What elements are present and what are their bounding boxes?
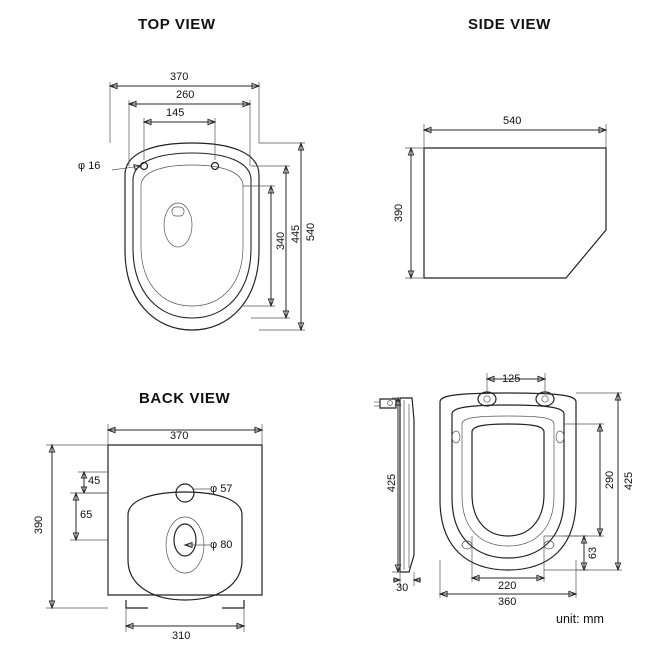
- dim-seat-outer-width-360: 360: [498, 596, 517, 608]
- dim-top-depth-540: 540: [305, 222, 318, 242]
- top-view-bowl: [125, 143, 259, 330]
- back-view-body: [108, 445, 262, 608]
- dim-top-width-370: 370: [170, 71, 189, 83]
- back-view-dimensions: [46, 424, 262, 632]
- side-view-title: SIDE VIEW: [468, 16, 551, 33]
- dim-top-depth-340: 340: [275, 231, 288, 251]
- side-view-dimensions: [405, 124, 606, 278]
- dim-side-height-390: 390: [393, 203, 406, 223]
- dim-back-65: 65: [80, 509, 93, 521]
- dim-back-base-310: 310: [172, 630, 191, 642]
- dim-seat-bottom-63: 63: [587, 546, 600, 560]
- top-view-title: TOP VIEW: [138, 16, 216, 33]
- seat-top-view: [440, 392, 576, 570]
- dim-top-hole-dia: φ 16: [78, 160, 101, 172]
- dim-side-length-540: 540: [503, 115, 522, 127]
- dim-top-depth-445: 445: [290, 224, 303, 244]
- dim-seat-profile-425: 425: [386, 473, 399, 493]
- dim-seat-inner-width-220: 220: [498, 580, 517, 592]
- dim-seat-hinge-125: 125: [502, 373, 521, 385]
- dim-back-45: 45: [88, 475, 101, 487]
- dim-seat-thickness-30: 30: [396, 582, 409, 594]
- dim-back-inlet-dia: φ 80: [210, 539, 233, 551]
- side-view-body: [424, 148, 606, 278]
- dim-back-outlet-dia: φ 57: [210, 483, 233, 495]
- back-view-title: BACK VIEW: [139, 390, 231, 407]
- dim-top-width-145: 145: [166, 107, 185, 119]
- unit-note: unit: mm: [556, 612, 604, 626]
- seat-dimensions: [392, 373, 622, 598]
- dim-seat-height-425: 425: [623, 471, 636, 491]
- dim-top-width-260: 260: [176, 89, 195, 101]
- dim-seat-inner-290: 290: [604, 470, 617, 490]
- dim-back-width-370: 370: [170, 430, 189, 442]
- dim-back-height-390: 390: [33, 515, 46, 535]
